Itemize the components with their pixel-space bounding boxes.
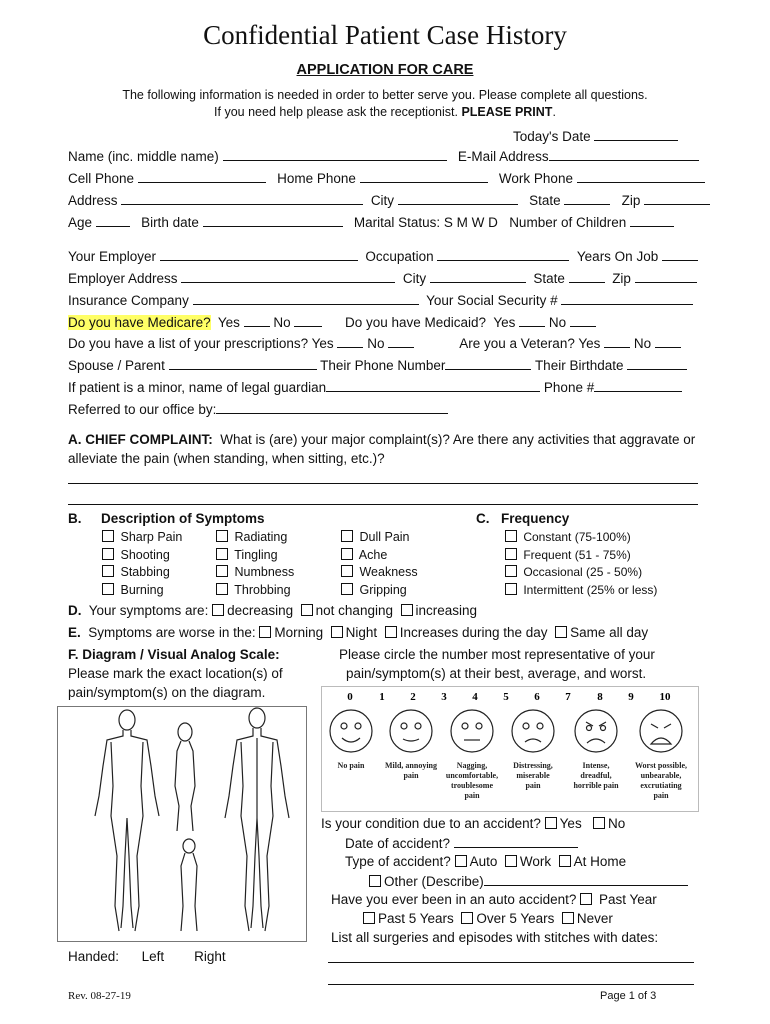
row-spouse: Spouse / Parent Their Phone Number Their Birthdate xyxy=(68,357,687,373)
referred-input[interactable] xyxy=(216,401,448,414)
veteran-no[interactable] xyxy=(655,335,681,348)
auto-over-5[interactable]: Over 5 Years xyxy=(461,911,554,926)
row-age: Age Birth date Marital Status: S M W D Number of Children xyxy=(68,214,674,230)
email-input[interactable] xyxy=(549,148,699,161)
option-decreasing[interactable]: decreasing xyxy=(212,603,293,618)
symptom-radiating[interactable]: Radiating xyxy=(216,529,294,547)
symptom-gripping[interactable]: Gripping xyxy=(341,582,418,600)
scale-label-10d: pain xyxy=(653,791,669,800)
intro-line-1: The following information is needed in order to better serve you. Please complete all questions. xyxy=(122,88,648,102)
accident-date: Date of accident? xyxy=(345,835,578,851)
scale-number-5: 5 xyxy=(503,691,509,703)
auto-past-5[interactable]: Past 5 Years xyxy=(363,911,454,926)
scale-label-2b: pain xyxy=(403,771,419,780)
page-subtitle: APPLICATION FOR CARE xyxy=(296,62,474,78)
scale-label-4c: troublesome xyxy=(450,781,494,790)
complaint-answer-line-2[interactable] xyxy=(68,504,698,505)
years-input[interactable] xyxy=(662,248,698,261)
symptom-tingling[interactable]: Tingling xyxy=(216,547,294,565)
row-phones: Cell Phone Home Phone Work Phone xyxy=(68,170,705,186)
pain-scale-chart[interactable] xyxy=(321,686,699,812)
symptom-burning[interactable]: Burning xyxy=(102,582,182,600)
scale-label-8c: horrible pain xyxy=(573,781,619,790)
row-address: Address City State Zip xyxy=(68,192,710,208)
todays-date-field[interactable]: Today's Date xyxy=(513,128,678,144)
auto-never[interactable]: Never xyxy=(562,911,613,926)
row-prescriptions: Do you have a list of your prescriptions? Yes No Are you a Veteran? Yes No xyxy=(68,335,681,351)
complaint-line-1: A. CHIEF COMPLAINT: What is (are) your major complaint(s)? Are there any activities that aggravate or xyxy=(68,432,696,447)
option-morning[interactable]: Morning xyxy=(259,625,323,640)
scale-label-8b: dreadful, xyxy=(580,771,612,780)
surgeries-line-1[interactable] xyxy=(328,962,694,963)
option-increasing[interactable]: increasing xyxy=(401,603,478,618)
intro-line-2: If you need help please ask the receptionist. PLEASE PRINT. xyxy=(214,105,556,119)
home-phone-input[interactable] xyxy=(360,170,488,183)
surgeries-question: List all surgeries and episodes with stitches with dates: xyxy=(331,930,659,945)
symptom-sharp-pain[interactable]: Sharp Pain xyxy=(102,529,182,547)
scale-number-1: 1 xyxy=(379,691,385,703)
symptoms-col-1 xyxy=(102,529,182,599)
accident-type: Type of accident? Auto Work At Home xyxy=(345,854,627,869)
scale-label-4a: Nagging, xyxy=(456,761,488,770)
their-phone-input[interactable] xyxy=(445,357,531,370)
scale-label-10c: excrutiating xyxy=(640,781,682,790)
occupation-input[interactable] xyxy=(437,248,569,261)
emp-zip-input[interactable] xyxy=(635,270,697,283)
city-input[interactable] xyxy=(398,192,518,205)
frequency-occasional[interactable]: Occasional (25 - 50%) xyxy=(505,564,657,582)
scale-label-6c: pain xyxy=(525,781,541,790)
children-input[interactable] xyxy=(630,214,674,227)
symptom-throbbing[interactable]: Throbbing xyxy=(216,582,294,600)
option-night[interactable]: Night xyxy=(331,625,378,640)
scale-label-4b: uncomfortable, xyxy=(445,771,499,780)
scale-instruction-2: pain/symptom(s) at their best, average, and worst. xyxy=(346,666,647,681)
accident-yes[interactable]: Yes xyxy=(545,816,582,831)
scale-number-7: 7 xyxy=(565,691,571,703)
name-input[interactable] xyxy=(223,148,447,161)
frequency-constant[interactable]: Constant (75-100%) xyxy=(505,529,657,547)
their-birth-input[interactable] xyxy=(627,357,687,370)
scale-number-8: 8 xyxy=(597,691,603,703)
row-emp-address: Employer Address City State Zip xyxy=(68,270,697,286)
symptom-stabbing[interactable]: Stabbing xyxy=(102,564,182,582)
section-c-title: Frequency xyxy=(501,511,570,526)
guardian-phone-input[interactable] xyxy=(594,379,682,392)
spouse-input[interactable] xyxy=(169,357,317,370)
birth-date-input[interactable] xyxy=(203,214,343,227)
scale-label-6b: miserable xyxy=(516,771,550,780)
symptoms-col-3 xyxy=(341,529,418,599)
frequency-intermittent[interactable]: Intermittent (25% or less) xyxy=(505,582,657,600)
section-b-title: Description of Symptoms xyxy=(101,511,265,526)
age-input[interactable] xyxy=(96,214,130,227)
scale-number-0: 0 xyxy=(347,691,353,703)
emp-state-input[interactable] xyxy=(569,270,605,283)
scale-number-10: 10 xyxy=(659,691,671,703)
row-medicare: Do you have Medicare? Yes No Do you have Medicaid? Yes No xyxy=(68,314,596,330)
scale-number-9: 9 xyxy=(628,691,634,703)
option-same-all-day[interactable]: Same all day xyxy=(555,625,648,640)
scale-label-4d: pain xyxy=(464,791,480,800)
complaint-answer-line-1[interactable] xyxy=(68,483,698,484)
state-input[interactable] xyxy=(564,192,610,205)
employer-input[interactable] xyxy=(160,248,358,261)
handed-right[interactable]: Right xyxy=(194,949,226,964)
option-not-changing[interactable]: not changing xyxy=(301,603,393,618)
handed-left[interactable]: Left xyxy=(141,949,165,964)
section-c-letter: C. xyxy=(476,511,490,526)
scale-number-2: 2 xyxy=(410,691,416,703)
row-insurance: Insurance Company Your Social Security # xyxy=(68,292,693,308)
scale-label-10a: Worst possible, xyxy=(634,761,688,770)
symptom-weakness[interactable]: Weakness xyxy=(341,564,418,582)
medicare-yes[interactable] xyxy=(244,314,270,327)
section-f-line-2: pain/symptom(s) on the diagram. xyxy=(68,685,266,700)
ssn-input[interactable] xyxy=(561,292,693,305)
scale-instruction-1: Please circle the number most representative of your xyxy=(339,647,655,662)
scale-label-6a: Distressing, xyxy=(513,761,553,770)
scale-number-4: 4 xyxy=(472,691,478,703)
scale-label-2a: Mild, annoying xyxy=(384,761,438,770)
symptom-shooting[interactable]: Shooting xyxy=(102,547,182,565)
surgeries-line-2[interactable] xyxy=(328,984,694,985)
guardian-input[interactable] xyxy=(326,379,540,392)
auto-accident-options xyxy=(363,911,613,926)
option-increases[interactable]: Increases during the day xyxy=(385,625,548,640)
symptom-ache[interactable]: Ache xyxy=(341,547,418,565)
scale-label-10b: unbearable, xyxy=(640,771,682,780)
prescriptions-yes[interactable] xyxy=(337,335,363,348)
row-guardian: If patient is a minor, name of legal guardian Phone # xyxy=(68,379,682,395)
auto-accident-question: Have you ever been in an auto accident? Past Year xyxy=(331,892,657,907)
emp-address-input[interactable] xyxy=(181,270,395,283)
scale-number-6: 6 xyxy=(534,691,540,703)
address-input[interactable] xyxy=(121,192,363,205)
section-d: D. Your symptoms are: decreasing not changing increasing xyxy=(68,603,478,618)
veteran-yes[interactable] xyxy=(604,335,630,348)
medicaid-yes[interactable] xyxy=(519,314,545,327)
symptom-numbness[interactable]: Numbness xyxy=(216,564,294,582)
complaint-line-2: alleviate the pain (when standing, when sitting, etc.)? xyxy=(68,451,385,466)
accident-auto[interactable]: Auto xyxy=(455,854,498,869)
accident-date-input[interactable] xyxy=(454,835,578,848)
page-title: Confidential Patient Case History xyxy=(203,20,567,50)
scale-label-8a: Intense, xyxy=(582,761,610,770)
symptoms-col-2 xyxy=(216,529,294,599)
section-f-title: F. Diagram / Visual Analog Scale: xyxy=(68,647,280,662)
medicare-no[interactable] xyxy=(294,314,322,327)
frequency-col xyxy=(505,529,657,599)
frequency-frequent[interactable]: Frequent (51 - 75%) xyxy=(505,547,657,565)
medicaid-no[interactable] xyxy=(570,314,596,327)
section-f-line-1: Please mark the exact location(s) of xyxy=(68,666,283,681)
row-name: Name (inc. middle name) E-Mail Address xyxy=(68,148,699,164)
cell-input[interactable] xyxy=(138,170,266,183)
page-number: Page 1 of 3 xyxy=(600,990,657,1002)
handed-row: Handed: Left Right xyxy=(68,949,226,964)
prescriptions-no[interactable] xyxy=(388,335,414,348)
section-b-letter: B. xyxy=(68,511,82,526)
revision-date: Rev. 08-27-19 xyxy=(68,990,131,1002)
section-e: E. Symptoms are worse in the: Morning Night Increases during the day Same all day xyxy=(68,625,649,640)
zip-input[interactable] xyxy=(644,192,710,205)
row-referred: Referred to our office by: xyxy=(68,401,448,417)
auto-past-year[interactable]: Past Year xyxy=(580,892,657,907)
emp-city-input[interactable] xyxy=(430,270,526,283)
accident-home[interactable]: At Home xyxy=(559,854,627,869)
body-diagram[interactable] xyxy=(57,706,307,942)
accident-no[interactable]: No xyxy=(593,816,625,831)
scale-number-3: 3 xyxy=(441,691,447,703)
insurance-input[interactable] xyxy=(193,292,419,305)
row-employer: Your Employer Occupation Years On Job xyxy=(68,248,698,264)
work-phone-input[interactable] xyxy=(577,170,705,183)
symptom-dull-pain[interactable]: Dull Pain xyxy=(341,529,418,547)
accident-other[interactable]: Other (Describe) xyxy=(369,873,688,889)
scale-label-0: No pain xyxy=(337,761,365,770)
accident-work[interactable]: Work xyxy=(505,854,551,869)
accident-question: Is your condition due to an accident? Yes No xyxy=(321,816,626,831)
